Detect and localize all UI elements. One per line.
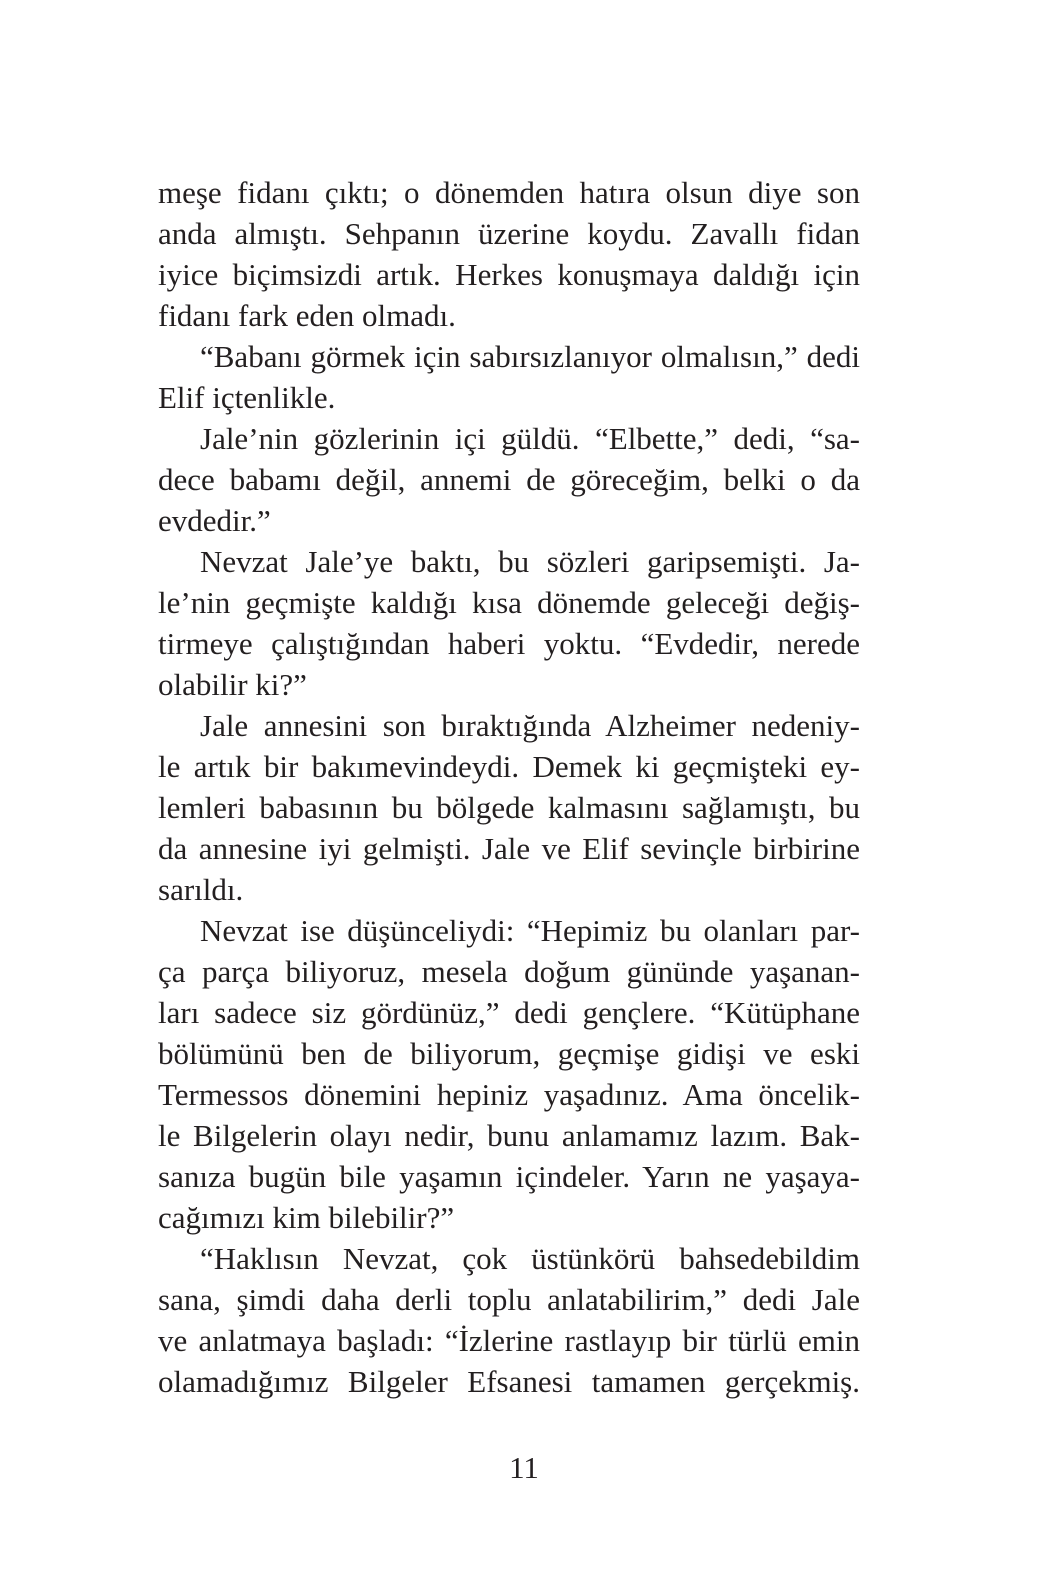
text-line: sanıza bugün bile yaşamın içindeler. Yarın ne yaşaya- xyxy=(158,1159,860,1194)
text-line: le’nin geçmişte kaldığı kısa dönemde geleceği değiş- xyxy=(158,585,860,620)
text-line: “Haklısın Nevzat, çok üstünkörü bahsedebildim xyxy=(200,1241,860,1276)
body-text xyxy=(158,172,860,1402)
text-line: ları sadece siz gördünüz,” dedi gençlere. “Kütüphane xyxy=(158,995,860,1030)
text-line: da annesine iyi gelmişti. Jale ve Elif sevinçle birbirine xyxy=(158,831,860,866)
text-line: Nevzat ise düşünceliydi: “Hepimiz bu olanları par- xyxy=(200,913,860,948)
text-line: ve anlatmaya başladı: “İzlerine rastlayıp bir türlü emin xyxy=(158,1323,860,1358)
text-line: cağımızı kim bilebilir?” xyxy=(158,1200,455,1235)
text-line: Termessos dönemini hepiniz yaşadınız. Ama öncelik- xyxy=(158,1077,860,1112)
text-line: fidanı fark eden olmadı. xyxy=(158,298,456,333)
text-line: olamadığımız Bilgeler Efsanesi tamamen gerçekmiş. xyxy=(158,1364,860,1399)
page-number: 11 xyxy=(509,1450,539,1485)
text-line: olabilir ki?” xyxy=(158,667,307,702)
text-line: bölümünü ben de biliyorum, geçmişe gidişi ve eski xyxy=(158,1036,860,1071)
text-line: le Bilgelerin olayı nedir, bunu anlamamız lazım. Bak- xyxy=(158,1118,860,1153)
text-line: Jale’nin gözlerinin içi güldü. “Elbette,” dedi, “sa- xyxy=(200,421,860,456)
text-line: Elif içtenlikle. xyxy=(158,380,336,415)
text-line: Jale annesini son bıraktığında Alzheimer nedeniy- xyxy=(200,708,860,743)
text-line: meşe fidanı çıktı; o dönemden hatıra olsun diye son xyxy=(158,175,860,210)
text-line: dece babamı değil, annemi de göreceğim, belki o da xyxy=(158,462,860,497)
text-line: lemleri babasının bu bölgede kalmasını sağlamıştı, bu xyxy=(158,790,860,825)
text-line: anda almıştı. Sehpanın üzerine koydu. Zavallı fidan xyxy=(158,216,860,251)
text-line: evdedir.” xyxy=(158,503,271,538)
text-line: iyice biçimsizdi artık. Herkes konuşmaya daldığı için xyxy=(158,257,860,292)
text-line: le artık bir bakımevindeydi. Demek ki geçmişteki ey- xyxy=(158,749,860,784)
text-line: ça parça biliyoruz, mesela doğum gününde yaşanan- xyxy=(158,954,860,989)
text-line: Nevzat Jale’ye baktı, bu sözleri garipsemişti. Ja- xyxy=(200,544,860,579)
text-line: sana, şimdi daha derli toplu anlatabilirim,” dedi Jale xyxy=(158,1282,860,1317)
text-line: tirmeye çalıştığından haberi yoktu. “Evdedir, nerede xyxy=(158,626,860,661)
text-line: “Babanı görmek için sabırsızlanıyor olmalısın,” dedi xyxy=(200,339,860,374)
text-line: sarıldı. xyxy=(158,872,244,907)
